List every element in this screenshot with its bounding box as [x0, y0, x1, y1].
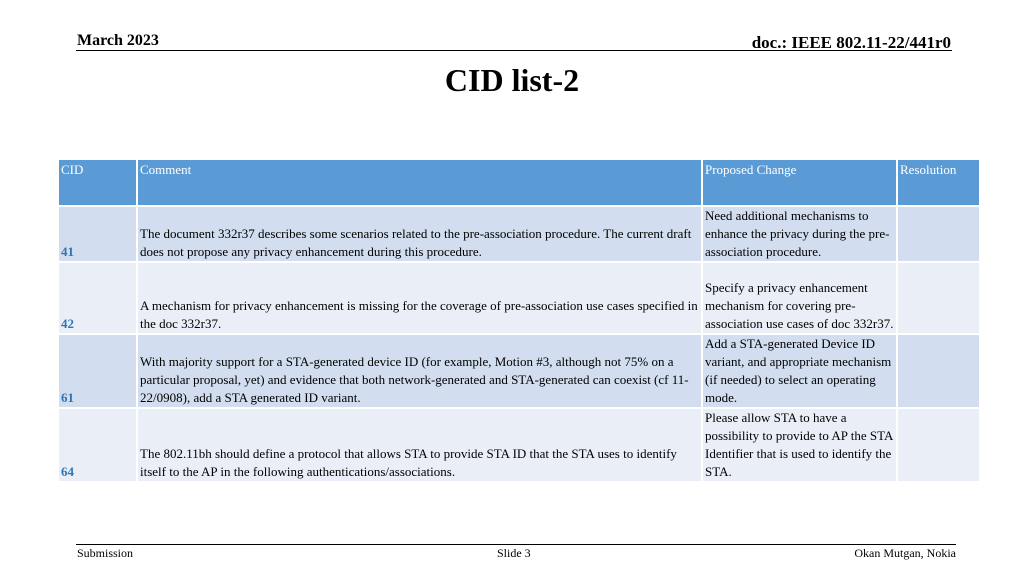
page-title: CID list-2 [444, 62, 580, 98]
table-row [58, 334, 980, 408]
table-row [58, 206, 980, 262]
comment-cell: A mechanism for privacy enhancement is missing for the coverage of pre-association use cases specified in the doc 332r37. [137, 262, 702, 334]
column-header-comment: Comment [137, 159, 702, 206]
header-doc-id: doc.: IEEE 802.11-22/441r0 [751, 33, 951, 52]
table-row [58, 408, 980, 482]
comment-cell: The document 332r37 describes some scenarios related to the pre-association procedure. The current draft does not propose any privacy enhancement during this procedure. [137, 206, 702, 262]
footer-submission: Submission [77, 546, 134, 560]
comment-cell: With majority support for a STA-generated device ID (for example, Motion #3, although not 75% on a particular proposal, yet) and evidence that both network-generated and STA-generated can coexist (cf 11-22/0908), add a STA generated ID variant. [137, 334, 702, 408]
cid-cell: 42 [58, 262, 137, 334]
resolution-cell [897, 206, 980, 262]
proposed-change-cell: Need additional mechanisms to enhance the privacy during the pre-association procedure. [702, 206, 897, 262]
header-divider [76, 50, 952, 51]
column-header-proposed-change: Proposed Change [702, 159, 897, 206]
proposed-change-cell: Add a STA-generated Device ID variant, and appropriate mechanism (if needed) to select an operating mode. [702, 334, 897, 408]
footer-author: Okan Mutgan, Nokia [854, 546, 956, 560]
proposed-change-cell: Specify a privacy enhancement mechanism for covering pre-association use cases of doc 332r37. [702, 262, 897, 334]
resolution-cell [897, 262, 980, 334]
resolution-cell [897, 334, 980, 408]
column-header-resolution: Resolution [897, 159, 980, 206]
proposed-change-cell: Please allow STA to have a possibility to provide to AP the STA Identifier that is used to identify the STA. [702, 408, 897, 482]
cid-cell: 41 [58, 206, 137, 262]
cid-cell: 64 [58, 408, 137, 482]
comment-cell: The 802.11bh should define a protocol that allows STA to provide STA ID that the STA uses to identify itself to the AP in the following authentications/associations. [137, 408, 702, 482]
resolution-cell [897, 408, 980, 482]
column-header-cid: CID [58, 159, 137, 206]
cid-table [57, 158, 981, 483]
slide-number: Slide 3 [497, 546, 531, 560]
footer-divider [76, 544, 956, 545]
table-header-row [58, 159, 980, 206]
header-date: March 2023 [77, 32, 159, 49]
cid-cell: 61 [58, 334, 137, 408]
table-row [58, 262, 980, 334]
